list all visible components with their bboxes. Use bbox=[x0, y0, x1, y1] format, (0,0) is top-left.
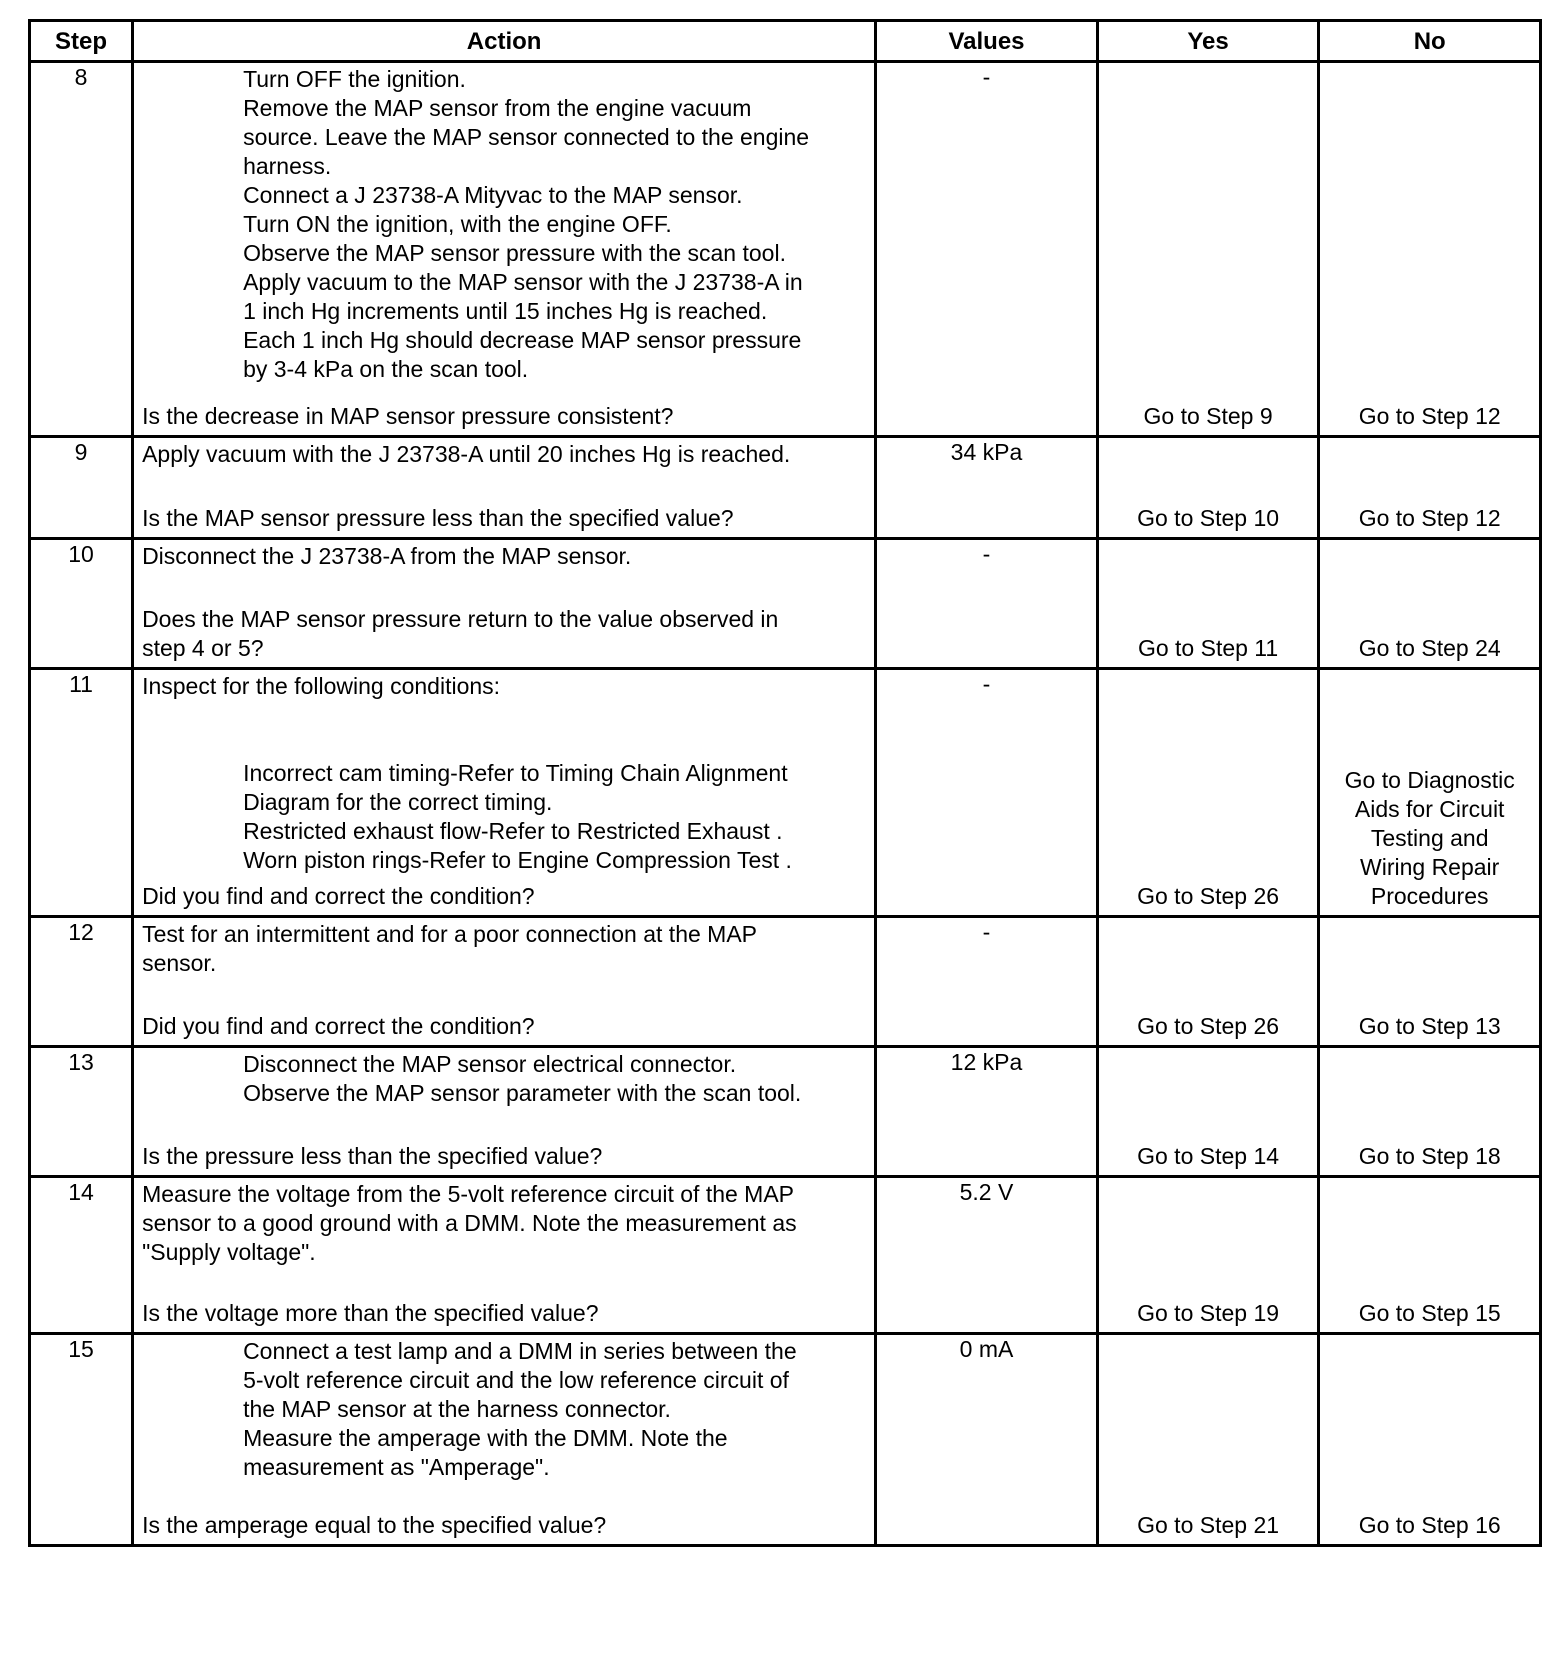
instruction-list bbox=[142, 1050, 866, 1108]
action-instructions bbox=[134, 63, 874, 388]
no-content bbox=[1320, 1335, 1539, 1544]
table-row bbox=[30, 437, 1541, 539]
step-question bbox=[142, 1142, 866, 1171]
yes-outcome-link[interactable] bbox=[1103, 634, 1314, 663]
instruction-item: Restricted exhaust flow-Refer to Restricted Exhaust . bbox=[243, 818, 783, 844]
instruction-item: 5-volt reference circuit and the low reference circuit of bbox=[243, 1367, 789, 1393]
yes-content bbox=[1099, 1335, 1318, 1544]
no-outcome-link[interactable] bbox=[1324, 504, 1535, 533]
no-cell bbox=[1319, 437, 1541, 539]
yes-outcome-link[interactable] bbox=[1103, 1142, 1314, 1171]
instruction-text: Measure the voltage from the 5-volt reference circuit of the MAP bbox=[142, 1181, 795, 1207]
instruction-text: sensor to a good ground with a DMM. Note the measurement as bbox=[142, 1210, 797, 1236]
spec-value: - bbox=[876, 917, 1098, 1047]
yes-outcome-text: Go to Step 19 bbox=[1137, 1300, 1280, 1326]
no-content bbox=[1320, 540, 1539, 667]
instruction-text: Test for an intermittent and for a poor connection at the MAP bbox=[142, 921, 758, 947]
instruction-item: by 3-4 kPa on the scan tool. bbox=[243, 356, 529, 382]
question-text: Is the amperage equal to the specified value? bbox=[142, 1512, 607, 1538]
step-question bbox=[142, 402, 866, 431]
no-cell bbox=[1319, 62, 1541, 437]
step-question bbox=[142, 504, 866, 533]
instruction-item: Each 1 inch Hg should decrease MAP sensor pressure bbox=[243, 327, 802, 353]
no-cell bbox=[1319, 539, 1541, 669]
header-values: Values bbox=[876, 21, 1098, 62]
header-step: Step bbox=[30, 21, 133, 62]
yes-cell bbox=[1097, 1334, 1319, 1546]
yes-outcome-text: Go to Step 26 bbox=[1137, 1013, 1280, 1039]
action-cell bbox=[133, 669, 876, 917]
action-content bbox=[134, 438, 874, 537]
yes-cell bbox=[1097, 539, 1319, 669]
step-question bbox=[142, 1012, 866, 1041]
question-text: step 4 or 5? bbox=[142, 635, 264, 661]
no-outcome-link[interactable] bbox=[1324, 1511, 1535, 1540]
diagnostic-table-container bbox=[28, 19, 1542, 1547]
no-cell bbox=[1319, 669, 1541, 917]
no-cell bbox=[1319, 1047, 1541, 1177]
no-outcome-text: Go to Step 18 bbox=[1358, 1143, 1501, 1169]
instruction-item: Turn OFF the ignition. bbox=[243, 66, 466, 92]
question-text: Is the pressure less than the specified value? bbox=[142, 1143, 603, 1169]
action-instructions bbox=[134, 1335, 874, 1486]
yes-outcome-link[interactable] bbox=[1103, 882, 1314, 911]
yes-outcome-link[interactable] bbox=[1103, 504, 1314, 533]
no-content bbox=[1320, 670, 1539, 915]
no-content bbox=[1320, 63, 1539, 435]
instruction-text: Apply vacuum with the J 23738-A until 20 inches Hg is reached. bbox=[142, 441, 791, 467]
instruction-item: Remove the MAP sensor from the engine vacuum bbox=[243, 95, 752, 121]
instruction-item: measurement as "Amperage". bbox=[243, 1454, 550, 1480]
diagnostic-table bbox=[28, 19, 1542, 1547]
action-instructions bbox=[134, 1048, 874, 1112]
step-question bbox=[142, 882, 866, 911]
no-outcome-text: Go to Step 12 bbox=[1358, 403, 1501, 429]
spec-value: - bbox=[876, 669, 1098, 917]
instruction-list bbox=[142, 65, 866, 384]
no-outcome-text: Go to Step 24 bbox=[1358, 635, 1501, 661]
table-row bbox=[30, 1177, 1541, 1334]
action-content bbox=[134, 918, 874, 1045]
instruction-item: Connect a test lamp and a DMM in series between the bbox=[243, 1338, 797, 1364]
step-number: 10 bbox=[30, 539, 133, 669]
table-row bbox=[30, 1334, 1541, 1546]
instruction-item: source. Leave the MAP sensor connected to the engine bbox=[243, 124, 810, 150]
yes-outcome-text: Go to Step 11 bbox=[1137, 635, 1279, 661]
no-outcome-text: Testing and bbox=[1370, 825, 1489, 851]
spec-value: 5.2 V bbox=[876, 1177, 1098, 1334]
instruction-item: Incorrect cam timing-Refer to Timing Chain Alignment bbox=[243, 760, 788, 786]
instruction-list bbox=[142, 759, 866, 875]
step-number: 9 bbox=[30, 437, 133, 539]
instruction-text: Inspect for the following conditions: bbox=[142, 673, 501, 699]
action-cell bbox=[133, 1047, 876, 1177]
no-outcome-link[interactable] bbox=[1324, 766, 1535, 911]
action-cell bbox=[133, 539, 876, 669]
instruction-list bbox=[142, 1337, 866, 1482]
action-content bbox=[134, 1048, 874, 1175]
yes-outcome-text: Go to Step 26 bbox=[1137, 883, 1280, 909]
no-outcome-text: Procedures bbox=[1370, 883, 1489, 909]
yes-cell bbox=[1097, 1047, 1319, 1177]
no-outcome-text: Aids for Circuit bbox=[1354, 796, 1505, 822]
no-outcome-link[interactable] bbox=[1324, 1142, 1535, 1171]
yes-cell bbox=[1097, 437, 1319, 539]
question-text: Is the decrease in MAP sensor pressure consistent? bbox=[142, 403, 674, 429]
no-outcome-link[interactable] bbox=[1324, 1299, 1535, 1328]
yes-cell bbox=[1097, 669, 1319, 917]
action-cell bbox=[133, 437, 876, 539]
instruction-item: Diagram for the correct timing. bbox=[243, 789, 553, 815]
spec-value: - bbox=[876, 62, 1098, 437]
no-cell bbox=[1319, 917, 1541, 1047]
action-content bbox=[134, 540, 874, 667]
instruction-item: Disconnect the MAP sensor electrical connector. bbox=[243, 1051, 737, 1077]
table-row bbox=[30, 62, 1541, 437]
spacer bbox=[142, 730, 866, 759]
no-outcome-link[interactable] bbox=[1324, 402, 1535, 431]
action-content bbox=[134, 1335, 874, 1544]
question-text: Does the MAP sensor pressure return to the value observed in bbox=[142, 606, 779, 632]
step-number: 14 bbox=[30, 1177, 133, 1334]
yes-outcome-text: Go to Step 10 bbox=[1137, 505, 1280, 531]
instruction-item: Apply vacuum to the MAP sensor with the J 23738-A in bbox=[243, 269, 803, 295]
yes-outcome-link[interactable] bbox=[1103, 402, 1314, 431]
no-outcome-text: Go to Step 15 bbox=[1358, 1300, 1501, 1326]
instruction-item: Observe the MAP sensor parameter with the scan tool. bbox=[243, 1080, 802, 1106]
table-row bbox=[30, 917, 1541, 1047]
step-question bbox=[142, 1299, 866, 1328]
action-instructions bbox=[134, 670, 874, 879]
yes-cell bbox=[1097, 62, 1319, 437]
spec-value: - bbox=[876, 539, 1098, 669]
no-content bbox=[1320, 438, 1539, 537]
question-text: Is the voltage more than the specified value? bbox=[142, 1300, 599, 1326]
yes-content bbox=[1099, 438, 1318, 537]
instruction-item: Turn ON the ignition, with the engine OFF. bbox=[243, 211, 672, 237]
yes-content bbox=[1099, 918, 1318, 1045]
question-text: Did you find and correct the condition? bbox=[142, 1013, 535, 1039]
no-content bbox=[1320, 1048, 1539, 1175]
no-cell bbox=[1319, 1334, 1541, 1546]
no-outcome-text: Go to Step 12 bbox=[1358, 505, 1501, 531]
instruction-item: the MAP sensor at the harness connector. bbox=[243, 1396, 671, 1422]
instruction-text: Disconnect the J 23738-A from the MAP sensor. bbox=[142, 543, 632, 569]
instruction-text: "Supply voltage". bbox=[142, 1239, 316, 1265]
spec-value: 34 kPa bbox=[876, 437, 1098, 539]
no-outcome-text: Wiring Repair bbox=[1360, 854, 1500, 880]
yes-cell bbox=[1097, 1177, 1319, 1334]
yes-outcome-text: Go to Step 14 bbox=[1137, 1143, 1280, 1169]
instruction-item: harness. bbox=[243, 153, 332, 179]
yes-outcome-link[interactable] bbox=[1103, 1511, 1314, 1540]
action-content bbox=[134, 63, 874, 435]
header-action: Action bbox=[133, 21, 876, 62]
table-row bbox=[30, 539, 1541, 669]
instruction-item: Connect a J 23738-A Mityvac to the MAP sensor. bbox=[243, 182, 743, 208]
question-text: Is the MAP sensor pressure less than the specified value? bbox=[142, 505, 734, 531]
action-content bbox=[134, 670, 874, 915]
yes-outcome-link[interactable] bbox=[1103, 1299, 1314, 1328]
step-number: 11 bbox=[30, 669, 133, 917]
yes-content bbox=[1099, 63, 1318, 435]
action-content bbox=[134, 1178, 874, 1332]
instruction-text: sensor. bbox=[142, 950, 217, 976]
yes-outcome-link[interactable] bbox=[1103, 1012, 1314, 1041]
step-number: 8 bbox=[30, 62, 133, 437]
instruction-item: Measure the amperage with the DMM. Note the bbox=[243, 1425, 728, 1451]
no-cell bbox=[1319, 1177, 1541, 1334]
no-content bbox=[1320, 918, 1539, 1045]
action-cell bbox=[133, 1334, 876, 1546]
yes-outcome-text: Go to Step 21 bbox=[1137, 1512, 1280, 1538]
yes-cell bbox=[1097, 917, 1319, 1047]
step-number: 15 bbox=[30, 1334, 133, 1546]
action-cell bbox=[133, 1177, 876, 1334]
no-outcome-text: Go to Diagnostic bbox=[1344, 767, 1515, 793]
yes-outcome-text: Go to Step 9 bbox=[1143, 403, 1273, 429]
instruction-item: Worn piston rings-Refer to Engine Compression Test . bbox=[243, 847, 792, 873]
no-content bbox=[1320, 1178, 1539, 1332]
yes-content bbox=[1099, 1048, 1318, 1175]
action-instructions bbox=[134, 438, 874, 473]
question-text: Did you find and correct the condition? bbox=[142, 883, 535, 909]
step-number: 13 bbox=[30, 1047, 133, 1177]
no-outcome-text: Go to Step 16 bbox=[1358, 1512, 1501, 1538]
spec-value: 0 mA bbox=[876, 1334, 1098, 1546]
header-no: No bbox=[1319, 21, 1541, 62]
action-cell bbox=[133, 62, 876, 437]
step-number: 12 bbox=[30, 917, 133, 1047]
yes-content bbox=[1099, 540, 1318, 667]
step-question bbox=[142, 605, 866, 663]
no-outcome-link[interactable] bbox=[1324, 1012, 1535, 1041]
action-instructions bbox=[134, 1178, 874, 1271]
action-instructions bbox=[134, 540, 874, 575]
yes-content bbox=[1099, 1178, 1318, 1332]
yes-content bbox=[1099, 670, 1318, 915]
step-question bbox=[142, 1511, 866, 1540]
no-outcome-text: Go to Step 13 bbox=[1358, 1013, 1501, 1039]
spec-value: 12 kPa bbox=[876, 1047, 1098, 1177]
spacer bbox=[142, 701, 866, 730]
table-row bbox=[30, 669, 1541, 917]
instruction-item: Observe the MAP sensor pressure with the scan tool. bbox=[243, 240, 786, 266]
action-instructions bbox=[134, 918, 874, 982]
header-row bbox=[30, 21, 1541, 62]
header-yes: Yes bbox=[1097, 21, 1319, 62]
no-outcome-link[interactable] bbox=[1324, 634, 1535, 663]
action-cell bbox=[133, 917, 876, 1047]
instruction-item: 1 inch Hg increments until 15 inches Hg is reached. bbox=[243, 298, 768, 324]
table-row bbox=[30, 1047, 1541, 1177]
